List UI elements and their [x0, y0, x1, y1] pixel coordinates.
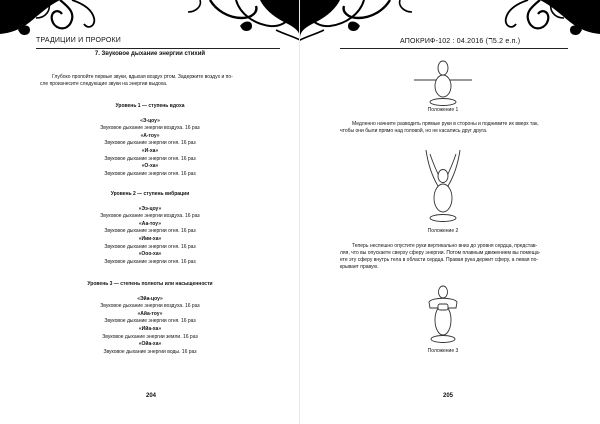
level-heading: Уровень 3 — степень полноты или насыщенности [87, 281, 213, 287]
sound-desc: Звуковое дыхание энергии огня. 16 раз [104, 258, 196, 265]
sound-name: «А-тоу» [140, 132, 160, 139]
running-head-left: ТРАДИЦИИ И ПРОРОКИ [36, 37, 121, 44]
figure-position-2 [416, 148, 470, 226]
header-rule-left [36, 48, 280, 49]
sound-desc: Звуковое дыхание энергии огня. 16 раз [104, 318, 196, 325]
right-page [300, 0, 600, 424]
intro-line: Глубоко пропойте первые звуки, вдыхая воздух ртом. Задержите воздух и по- [52, 74, 233, 80]
sound-desc: Звуковое дыхание энергии огня. 16 раз [104, 228, 196, 235]
sound-name: «Ооо-ха» [138, 251, 162, 258]
level-block [0, 281, 300, 356]
paragraph-lower-arms [340, 243, 580, 271]
sound-desc: Звуковое дыхание энергии огня. 16 раз [104, 243, 196, 250]
sound-name: «Эйа-цоу» [137, 295, 163, 302]
intro-paragraph [40, 74, 290, 88]
sound-desc: Звуковое дыхание энергии воздуха. 16 раз [100, 213, 200, 220]
figure-caption: Положение 2 [427, 228, 459, 234]
page-number-left: 204 [146, 393, 157, 399]
sound-name: «Ээ-цоу» [138, 205, 162, 212]
sound-desc: Звуковое дыхание энергии воздуха. 16 раз [100, 125, 200, 132]
sound-name: «Ойа-ха» [138, 341, 162, 348]
sound-desc: Звуковое дыхание энергии воздуха. 16 раз [100, 303, 200, 310]
paragraph-line: Теперь неспешно опустите руки вертикально вниз до уровня сердца, представ- [352, 243, 538, 249]
section-title: 7. Звуковое дыхание энергии стихий [94, 51, 206, 57]
paragraph-line: крывает правую. [340, 264, 379, 270]
sound-name: «Э-цоу» [140, 117, 160, 124]
figure-caption: Положение 1 [427, 107, 459, 113]
sound-name: «Аа-тоу» [139, 220, 161, 227]
running-head-right: АПОКРИФ-102 : 04.2016 (ℸ5.2 е.п.) [400, 38, 521, 45]
sound-desc: Звуковое дыхание энергии воды. 16 раз [103, 348, 197, 355]
figure-position-1 [408, 54, 478, 106]
level-block [0, 191, 300, 266]
sound-name: «Ийа-ха» [138, 325, 162, 332]
sound-desc: Звуковое дыхание энергии огня. 16 раз [104, 170, 196, 177]
paragraph-line: ете эту сферу внутрь тела в области сердца. Правая рука держит сферу, а левая по- [340, 257, 539, 263]
paragraph-line: Медленно начните разводить прямые руки в стороны и поднимите их вверх так, [352, 121, 539, 127]
figure-position-3 [420, 284, 466, 346]
sound-name: «О-ха» [141, 163, 159, 170]
page-number-right: 205 [443, 393, 454, 399]
header-rule-right [340, 48, 568, 49]
sound-name: «И-ха» [141, 147, 159, 154]
paragraph-raise-arms [340, 121, 580, 135]
level-heading: Уровень 1 — ступень вдоха [115, 103, 185, 109]
level-block [0, 103, 300, 178]
sound-desc: Звуковое дыхание энергии огня. 16 раз [104, 140, 196, 147]
paragraph-line: ляя, что вы опускаете сверху сферу энергии. Потом плавным движением вы помеща- [340, 250, 541, 256]
sound-name: «Айа-тоу» [137, 310, 163, 317]
sound-desc: Звуковое дыхание энергии огня. 16 раз [104, 155, 196, 162]
sound-name: «Иии-ха» [138, 235, 162, 242]
figure-caption: Положение 3 [427, 348, 459, 354]
intro-line: сле произнесите следующие звуки на энергии выдоха. [40, 81, 168, 87]
paragraph-line: чтобы они были прямо над головой, но не касались друг друга. [340, 128, 488, 134]
level-heading: Уровень 2 — ступень вибрации [110, 191, 190, 197]
sound-desc: Звуковое дыхание энергии земли. 16 раз [102, 333, 198, 340]
